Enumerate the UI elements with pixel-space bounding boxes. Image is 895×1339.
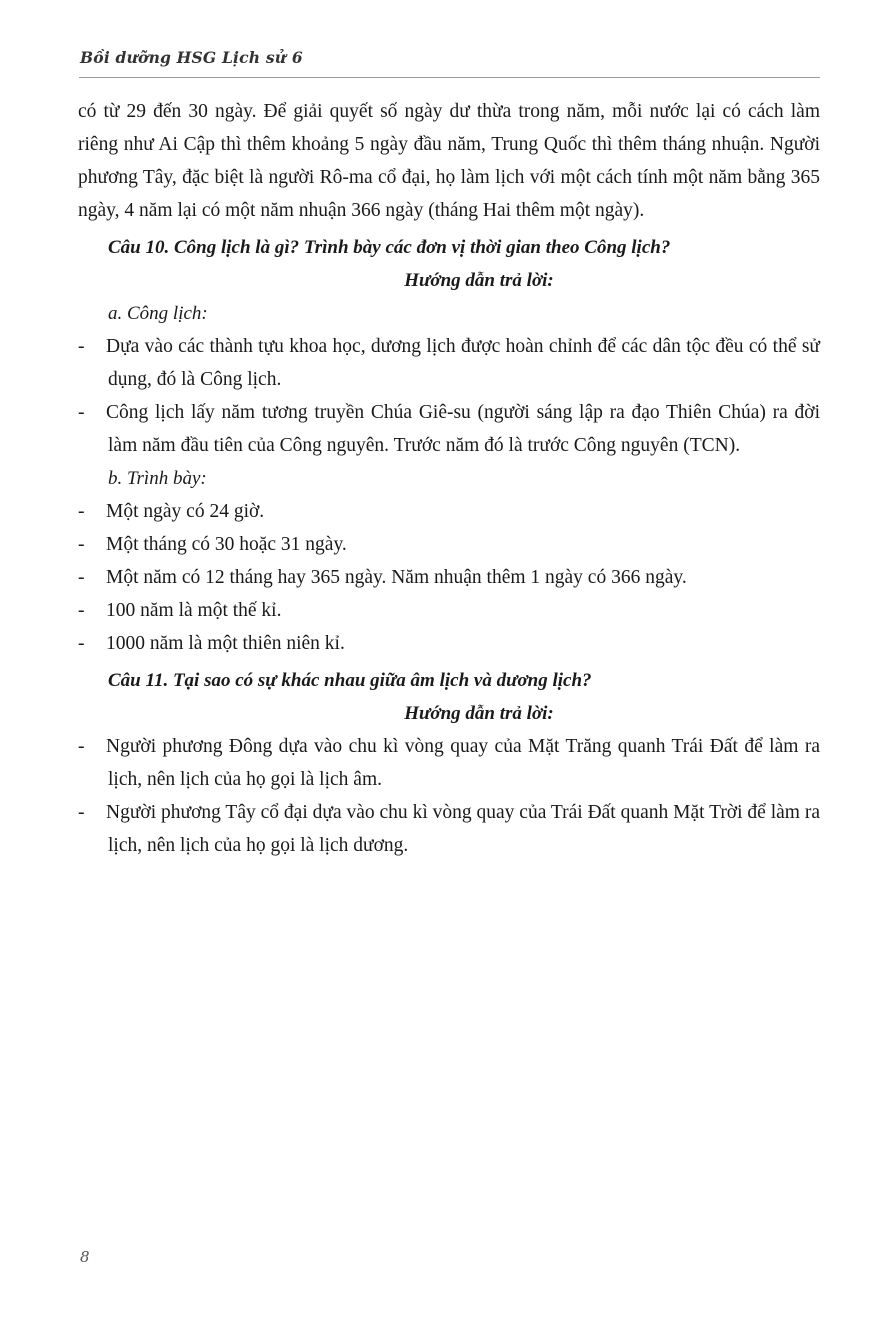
list-item	[78, 730, 820, 796]
list-item-text: 1000 năm là một thiên niên kỉ.	[106, 633, 345, 654]
list-item-text: Người phương Tây cổ đại dựa vào chu kì vòng quay của Trái Đất quanh Mặt Trời để làm ra lịch, nên lịch của họ gọi là lịch dương.	[106, 802, 820, 856]
list-item	[78, 627, 820, 660]
question-11-heading: Câu 11. Tại sao có sự khác nhau giữa âm lịch và dương lịch?	[108, 670, 592, 691]
bullet-dash: -	[78, 633, 85, 654]
list-item-text: Một năm có 12 tháng hay 365 ngày. Năm nhuận thêm 1 ngày có 366 ngày.	[106, 567, 687, 588]
header-divider	[79, 77, 820, 78]
list-item	[78, 495, 820, 528]
bullet-dash: -	[78, 736, 85, 757]
list-item	[78, 594, 820, 627]
list-item-text: 100 năm là một thế kỉ.	[106, 600, 282, 621]
intro-paragraph: có từ 29 đến 30 ngày. Để giải quyết số ngày dư thừa trong năm, mỗi nước lại có cách làm riêng như Ai Cập thì thêm khoảng 5 ngày đầu năm, Trung Quốc thì thêm tháng nhuận. Người phương Tây, đặc biệt là người Rô-ma cổ đại, họ làm lịch với một cách tính một năm bằng 365 ngày, 4 năm lại có một năm nhuận 366 ngày (tháng Hai thêm một ngày).	[78, 101, 820, 221]
bullet-dash: -	[78, 501, 85, 522]
list-item-text: Một ngày có 24 giờ.	[106, 501, 265, 522]
bullet-dash: -	[78, 402, 85, 423]
list-item-text: Người phương Đông dựa vào chu kì vòng quay của Mặt Trăng quanh Trái Đất để làm ra lịch, nên lịch của họ gọi là lịch âm.	[106, 736, 820, 790]
question-10-heading: Câu 10. Công lịch là gì? Trình bày các đơn vị thời gian theo Công lịch?	[108, 237, 671, 258]
list-item-text: Công lịch lấy năm tương truyền Chúa Giê-su (người sáng lập ra đạo Thiên Chúa) ra đời làm năm đầu tiên của Công nguyên. Trước năm đó là trước Công nguyên (TCN).	[106, 402, 820, 456]
list-item	[78, 528, 820, 561]
bullet-dash: -	[78, 600, 85, 621]
question-10-guide-label: Hướng dẫn trả lời:	[404, 270, 554, 291]
bullet-dash: -	[78, 534, 85, 555]
list-item-text: Dựa vào các thành tựu khoa học, dương lịch được hoàn chỉnh để các dân tộc đều có thể sử dụng, đó là Công lịch.	[106, 336, 820, 390]
bullet-dash: -	[78, 567, 85, 588]
question-10-part-a-label: a. Công lịch:	[108, 303, 208, 324]
list-item	[78, 396, 820, 462]
question-10-part-b-label: b. Trình bày:	[108, 468, 207, 489]
bullet-dash: -	[78, 336, 85, 357]
list-item	[78, 330, 820, 396]
list-item-text: Một tháng có 30 hoặc 31 ngày.	[106, 534, 347, 555]
list-item	[78, 796, 820, 862]
page-header-title: Bồi dưỡng HSG Lịch sử 6	[80, 48, 303, 67]
question-11-guide-label: Hướng dẫn trả lời:	[404, 703, 554, 724]
list-item	[78, 561, 820, 594]
bullet-dash: -	[78, 802, 85, 823]
page-number: 8	[80, 1248, 90, 1266]
